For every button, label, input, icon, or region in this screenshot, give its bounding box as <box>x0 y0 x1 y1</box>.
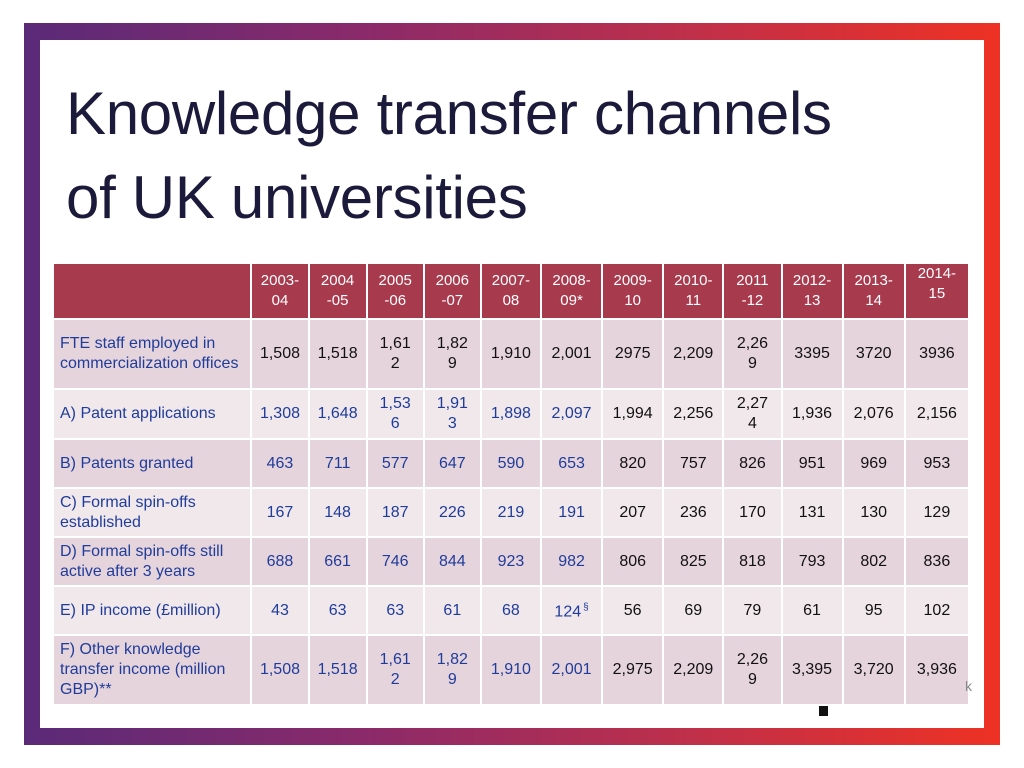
cell-line-2: 3 <box>447 415 457 432</box>
cell-value: 802 <box>860 552 888 570</box>
cell-value: 1,910 <box>490 661 531 678</box>
cell-value: 757 <box>679 454 707 472</box>
cell-value: 969 <box>860 454 888 472</box>
table-row <box>53 635 969 705</box>
table-cell <box>481 537 541 586</box>
table-cell <box>905 635 969 705</box>
cell-value: 2,001 <box>551 345 592 362</box>
table-cell <box>905 389 969 439</box>
column-header-line-2: -07 <box>441 292 464 309</box>
table-cell <box>309 389 367 439</box>
column-header <box>723 263 781 319</box>
table-cell <box>367 439 424 488</box>
table-cell <box>723 488 781 537</box>
cell-line-1: 1,61 <box>379 651 411 668</box>
cell-value: 56 <box>623 601 642 619</box>
cell-value: 191 <box>558 503 585 521</box>
table-cell <box>782 488 843 537</box>
column-header-line-2: 04 <box>271 292 289 309</box>
table-cell <box>309 586 367 635</box>
column-header <box>541 263 602 319</box>
table-cell <box>723 537 781 586</box>
table-cell <box>782 389 843 439</box>
table-cell <box>309 439 367 488</box>
cell-value: 1,518 <box>317 661 358 678</box>
cell-value: 1,508 <box>259 661 300 678</box>
table-cell <box>905 537 969 586</box>
table-cell <box>663 635 723 705</box>
table-cell <box>602 488 663 537</box>
cell-value: 2,156 <box>916 405 957 422</box>
column-header-line-2: 11 <box>685 292 702 309</box>
column-header-line-2: 10 <box>624 292 642 309</box>
table-cell <box>367 635 424 705</box>
table-cell <box>782 586 843 635</box>
cell-line-1: 1,82 <box>436 335 468 352</box>
cell-value: 746 <box>381 552 409 570</box>
cell-value: 102 <box>923 601 951 619</box>
table-row <box>53 439 969 488</box>
table-cell <box>905 319 969 389</box>
column-header <box>602 263 663 319</box>
cell-value: 187 <box>381 503 409 521</box>
column-header-line-1: 2007- <box>491 272 531 289</box>
table-cell <box>481 319 541 389</box>
cell-line-1: 1,91 <box>436 395 468 412</box>
column-header-line-1: 2004 <box>320 272 355 289</box>
cell-line-2: 4 <box>747 415 757 432</box>
table-cell <box>424 635 481 705</box>
cell-value: 2,001 <box>551 661 592 678</box>
slide-title-line-1: Knowledge transfer channels <box>66 80 832 147</box>
table-cell <box>481 439 541 488</box>
cell-line-2: 9 <box>747 355 757 372</box>
table-cell <box>424 319 481 389</box>
cell-value: 1,898 <box>490 405 531 422</box>
table-cell <box>251 635 308 705</box>
cell-value: 3,936 <box>916 661 957 678</box>
table-cell <box>251 488 308 537</box>
cell-value: 923 <box>497 552 525 570</box>
table-cell <box>723 635 781 705</box>
table-cell <box>251 319 308 389</box>
cell-value: 2,209 <box>673 345 714 362</box>
column-header-line-2: 13 <box>803 292 821 309</box>
cell-value: 711 <box>324 454 351 472</box>
table-cell <box>602 586 663 635</box>
cell-value: 95 <box>864 601 883 619</box>
column-header-line-1: 2014- <box>917 265 957 282</box>
cell-value: 661 <box>324 552 351 570</box>
table-cell <box>481 586 541 635</box>
table-cell <box>309 319 367 389</box>
slide-title-line-2: of UK universities <box>66 164 528 231</box>
cell-value: 61 <box>803 601 821 619</box>
cell-value: 1,508 <box>259 345 300 362</box>
table-cell <box>309 488 367 537</box>
table-cell <box>541 488 602 537</box>
cell-value: 2,256 <box>673 405 714 422</box>
table-cell <box>309 537 367 586</box>
cell-value: 1,308 <box>259 405 300 422</box>
row-label: E) IP income (£million) <box>53 586 251 635</box>
column-header-line-1: 2013- <box>854 272 893 289</box>
table-cell <box>481 389 541 439</box>
column-header-line-1: 2008- <box>552 272 591 289</box>
cell-value: 953 <box>923 454 951 472</box>
table-cell <box>309 635 367 705</box>
table-cell <box>663 586 723 635</box>
cell-value: 207 <box>619 503 647 521</box>
table-cell <box>541 635 602 705</box>
table-header-corner <box>53 263 251 319</box>
cell-value: 63 <box>328 601 347 619</box>
cell-value: 69 <box>684 601 703 619</box>
table-row <box>53 319 969 389</box>
column-header-line-1: 2011 <box>736 272 769 289</box>
cell-line-1: 1,82 <box>436 651 468 668</box>
cell-value: 2,975 <box>612 661 653 678</box>
table-cell <box>541 586 602 635</box>
cell-value: 167 <box>266 503 294 521</box>
cell-value: 1,910 <box>490 345 531 362</box>
cell-value: 3395 <box>794 345 830 362</box>
column-header-line-1: 2005 <box>378 272 412 289</box>
cell-value: 3,395 <box>792 661 833 678</box>
footnote-marker: § <box>583 602 589 614</box>
cell-value: 79 <box>743 601 762 619</box>
table-cell <box>424 439 481 488</box>
table-cell <box>782 635 843 705</box>
table-cell <box>843 389 905 439</box>
table-cell <box>843 586 905 635</box>
cell-value: 131 <box>798 503 826 521</box>
table-row <box>53 586 969 635</box>
table-cell <box>367 319 424 389</box>
cell-line-2: 2 <box>390 355 400 372</box>
cell-line-2: 9 <box>447 355 457 372</box>
table-cell <box>843 439 905 488</box>
table-cell <box>367 586 424 635</box>
cell-value: 463 <box>266 454 294 472</box>
cell-value: 226 <box>438 503 466 521</box>
cell-value: 2,076 <box>853 405 894 422</box>
table-cell <box>843 537 905 586</box>
cell-value: 2975 <box>614 345 651 362</box>
table-cell <box>367 488 424 537</box>
table-cell <box>602 319 663 389</box>
table-cell <box>251 586 308 635</box>
cell-value: 2,209 <box>673 661 714 678</box>
slide-title <box>66 72 832 240</box>
table-cell <box>602 635 663 705</box>
cell-value: 148 <box>324 503 351 521</box>
table-cell <box>481 488 541 537</box>
cell-line-1: 2,27 <box>736 395 768 412</box>
column-header <box>367 263 424 319</box>
column-header-line-2: 15 <box>928 285 946 302</box>
table-cell <box>367 537 424 586</box>
table-cell <box>843 635 905 705</box>
column-header <box>663 263 723 319</box>
table-row <box>53 389 969 439</box>
cell-line-2: 6 <box>390 415 400 432</box>
cell-value: 236 <box>679 503 707 521</box>
table-cell <box>723 586 781 635</box>
cell-value: 3,720 <box>853 661 894 678</box>
column-header <box>424 263 481 319</box>
cell-line-1: 1,61 <box>379 335 411 352</box>
knowledge-transfer-table <box>52 262 970 706</box>
table-cell <box>723 319 781 389</box>
column-header <box>309 263 367 319</box>
table-cell <box>782 537 843 586</box>
table-cell <box>602 537 663 586</box>
column-header <box>905 263 969 319</box>
table-cell <box>663 319 723 389</box>
cell-value: 63 <box>386 601 405 619</box>
row-label: A) Patent applications <box>53 389 251 439</box>
table-cell <box>424 488 481 537</box>
table-cell <box>251 537 308 586</box>
cell-value: 647 <box>438 454 466 472</box>
row-label: C) Formal spin-offs established <box>53 488 251 537</box>
table-cell <box>663 488 723 537</box>
cell-value: 836 <box>923 552 951 570</box>
cell-value: 2,097 <box>551 405 592 422</box>
column-header-line-2: 09* <box>560 292 583 309</box>
table-cell <box>424 586 481 635</box>
column-header <box>782 263 843 319</box>
cell-value: 1,648 <box>317 405 358 422</box>
column-header-line-2: -05 <box>326 292 349 309</box>
cell-value: 3720 <box>855 345 892 362</box>
table-row <box>53 537 969 586</box>
row-label: D) Formal spin-offs still active after 3 years <box>53 537 251 586</box>
cell-value: 124 <box>554 603 582 621</box>
cell-value: 844 <box>438 552 466 570</box>
table-cell <box>843 488 905 537</box>
table-body <box>53 319 969 705</box>
table-cell <box>481 635 541 705</box>
table-cell <box>782 439 843 488</box>
cell-value: 820 <box>619 454 647 472</box>
cell-value: 590 <box>497 454 525 472</box>
cell-value: 130 <box>860 503 888 521</box>
decorative-fragment <box>819 706 828 716</box>
cell-value: 43 <box>271 601 289 619</box>
cell-value: 982 <box>558 552 585 570</box>
table-header-row <box>53 263 969 319</box>
table-cell <box>541 319 602 389</box>
table-cell <box>905 488 969 537</box>
column-header-line-1: 2012- <box>792 272 832 289</box>
cell-value: 818 <box>739 552 766 570</box>
table-cell <box>663 537 723 586</box>
column-header <box>251 263 308 319</box>
table-cell <box>663 439 723 488</box>
cell-value: 688 <box>266 552 294 570</box>
cell-value: 826 <box>739 454 766 472</box>
table-cell <box>424 389 481 439</box>
row-label: B) Patents granted <box>53 439 251 488</box>
table-cell <box>782 319 843 389</box>
column-header-line-2: 08 <box>502 292 520 309</box>
column-header <box>481 263 541 319</box>
cell-value: 825 <box>679 552 707 570</box>
cell-value: 129 <box>923 503 951 521</box>
column-header-line-1: 2009- <box>613 272 652 289</box>
table-cell <box>251 439 308 488</box>
table-cell <box>723 439 781 488</box>
cell-line-1: 2,26 <box>736 335 768 352</box>
cell-value: 1,518 <box>317 345 358 362</box>
cell-value: 951 <box>798 454 826 472</box>
table-cell <box>541 537 602 586</box>
table-cell <box>541 439 602 488</box>
column-header-line-1: 2010- <box>674 272 713 289</box>
cell-value: 1,936 <box>792 405 833 422</box>
table-cell <box>251 389 308 439</box>
table-cell <box>663 389 723 439</box>
cell-value: 219 <box>497 503 525 521</box>
cell-value: 653 <box>558 454 585 472</box>
column-header-line-1: 2003- <box>260 272 300 289</box>
table-cell <box>602 439 663 488</box>
table-cell <box>541 389 602 439</box>
cell-value: 61 <box>443 601 462 619</box>
table-cell <box>843 319 905 389</box>
column-header <box>843 263 905 319</box>
cell-value: 577 <box>381 454 409 472</box>
table-cell <box>602 389 663 439</box>
column-header-line-2: -06 <box>384 292 407 309</box>
table-cell <box>424 537 481 586</box>
edge-mark: k <box>965 678 972 694</box>
cell-value: 1,994 <box>612 405 653 422</box>
cell-value: 68 <box>502 601 520 619</box>
row-label: F) Other knowledge transfer income (million GBP)** <box>53 635 251 705</box>
table-row <box>53 488 969 537</box>
cell-line-1: 1,53 <box>379 395 411 412</box>
table-cell <box>905 586 969 635</box>
cell-value: 3936 <box>919 345 955 362</box>
column-header-line-2: -12 <box>741 292 764 309</box>
cell-value: 806 <box>619 552 647 570</box>
cell-line-2: 2 <box>390 671 400 688</box>
cell-value: 170 <box>739 503 766 521</box>
cell-line-2: 9 <box>747 671 757 688</box>
cell-value: 793 <box>798 552 826 570</box>
cell-line-1: 2,26 <box>736 651 768 668</box>
table-cell <box>367 389 424 439</box>
table-cell <box>905 439 969 488</box>
cell-line-2: 9 <box>447 671 457 688</box>
row-label: FTE staff employed in commercialization offices <box>53 319 251 389</box>
column-header-line-1: 2006 <box>435 272 469 289</box>
table-cell <box>723 389 781 439</box>
column-header-line-2: 14 <box>865 292 883 309</box>
